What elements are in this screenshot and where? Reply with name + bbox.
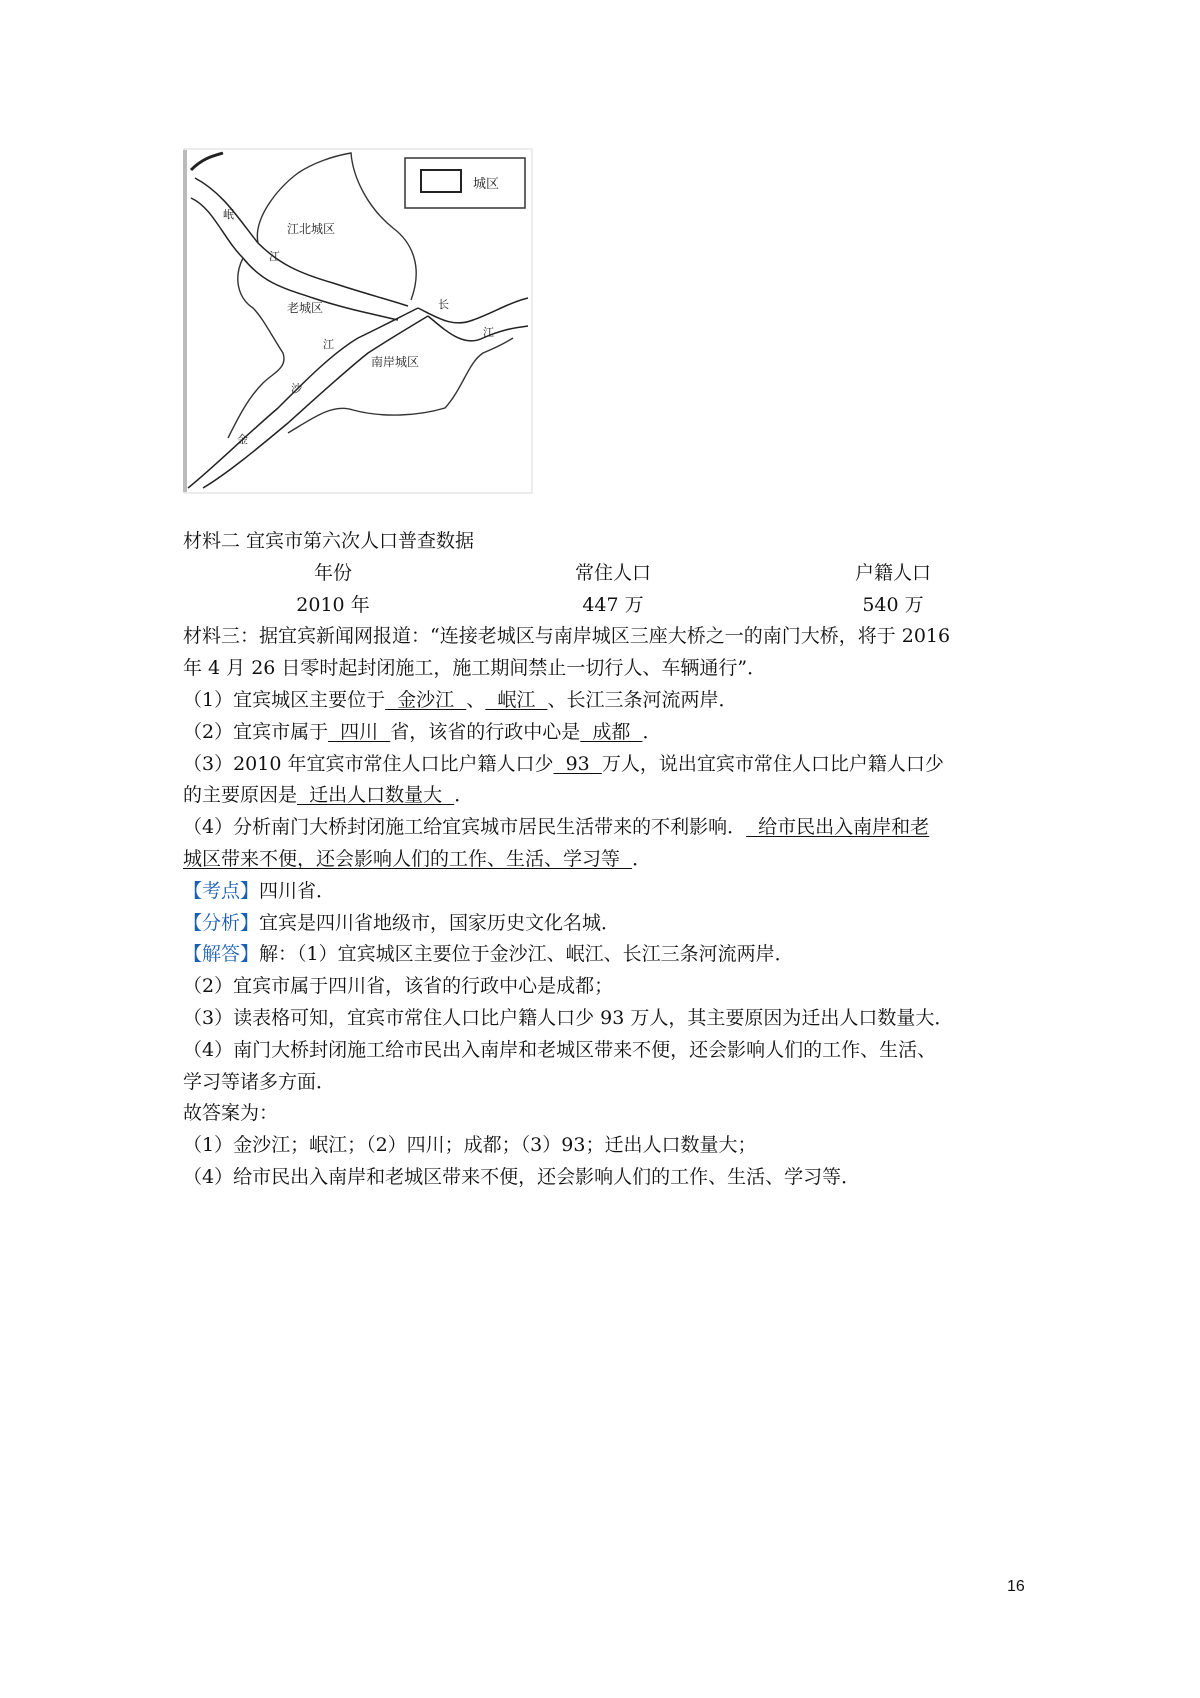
map-label-jiangbei: 江北城区: [287, 222, 336, 236]
kaodian-text: 四川省．: [259, 879, 336, 902]
q1-sep: 、: [466, 688, 486, 711]
question-4-line2: [183, 844, 1023, 876]
q2-text: （2）宜宾市属于: [183, 720, 329, 743]
yibin-city-map: [183, 148, 533, 494]
map-label-nanan: 南岸城区: [371, 355, 420, 369]
question-3: [183, 749, 1023, 781]
fenxi-tag: 【分析】: [183, 911, 260, 934]
q4-text: （4）分析南门大桥封闭施工给宜宾城市居民生活带来的不利影响．: [183, 816, 747, 839]
map-label-min-2: 江: [269, 250, 280, 263]
material2-title: 材料二 宜宾市第六次人口普查数据: [183, 530, 475, 552]
map-label-min-1: 岷: [223, 208, 234, 221]
q1-answer-2: 岷江: [485, 688, 548, 711]
jieda-line8: （4）给市民出入南岸和老城区带来不便，还会影响人们的工作、生活、学习等．: [183, 1165, 861, 1188]
jieda-line1: 解：（1）宜宾城区主要位于金沙江、岷江、长江三条河流两岸．: [259, 943, 794, 966]
cell-resident: 447 万: [582, 593, 644, 616]
question-2: [183, 717, 1023, 749]
page-number: 16: [1007, 1578, 1025, 1595]
q3-mid: 万人，说出宜宾市常住人口比户籍人口少: [601, 752, 944, 775]
census-table-row: [183, 590, 1023, 622]
document-text: [183, 526, 1023, 1194]
jieda-line6: 故答案为：: [183, 1102, 279, 1125]
q3-tail: ．: [454, 784, 474, 807]
legend-label: 城区: [473, 177, 500, 192]
jieda-line5: 学习等诸多方面．: [183, 1070, 336, 1093]
header-registered: 户籍人口: [854, 561, 931, 584]
q1-text: （1）宜宾城区主要位于: [183, 688, 386, 711]
header-resident: 常住人口: [574, 561, 651, 584]
q4-answer-part2: 城区带来不便，还会影响人们的工作、生活、学习等: [183, 847, 633, 870]
cell-registered: 540 万: [862, 593, 924, 616]
q3-answer-1: 93: [553, 752, 602, 775]
q3-line2-text: 的主要原因是: [183, 784, 298, 807]
jieda-line7: （1）金沙江；岷江；（2）四川；成都；（3）93；迁出人口数量大；: [183, 1134, 757, 1157]
jieda-line2: （2）宜宾市属于四川省，该省的行政中心是成都；: [183, 975, 614, 998]
map-label-laocheng: 老城区: [287, 301, 324, 315]
kaodian: [183, 876, 1023, 908]
kaodian-tag: 【考点】: [183, 879, 260, 902]
q2-answer-1: 四川: [328, 720, 391, 743]
q1-tail: 、长江三条河流两岸．: [547, 688, 738, 711]
fenxi: [183, 908, 1023, 940]
header-year: 年份: [313, 561, 352, 584]
map-label-jin-1: 江: [323, 338, 334, 351]
jieda-tag: 【解答】: [183, 943, 260, 966]
q3-answer-2: 迁出人口数量大: [297, 784, 455, 807]
map-label-jin-3: 金: [237, 433, 248, 446]
map-label-chang-1: 长: [438, 298, 449, 311]
question-4: [183, 812, 1023, 844]
q2-answer-2: 成都: [580, 720, 643, 743]
material3-line2: 年 4 月 26 日零时起封闭施工，施工期间禁止一切行人、车辆通行”．: [183, 657, 767, 680]
q3-text: （3）2010 年宜宾市常住人口比户籍人口少: [183, 752, 554, 775]
map-label-jin-2: 沙: [291, 382, 302, 395]
material3-line1: 材料三：据宜宾新闻网报道：“连接老城区与南岸城区三座大桥之一的南门大桥，将于 2016: [183, 625, 951, 648]
jieda: [183, 939, 1023, 971]
q4-tail: ．: [632, 847, 652, 870]
fenxi-text: 宜宾是四川省地级市，国家历史文化名城．: [259, 911, 621, 934]
census-table-header: [183, 558, 1023, 590]
cell-year: 2010 年: [296, 593, 370, 616]
jieda-line4: （4）南门大桥封闭施工给市民出入南岸和老城区带来不便，还会影响人们的工作、生活、: [183, 1038, 937, 1061]
question-1: [183, 685, 1023, 717]
q1-answer-1: 金沙江: [385, 688, 467, 711]
q4-answer-part1: 给市民出入南岸和老: [746, 816, 930, 839]
map-label-chang-2: 江: [483, 326, 494, 339]
q2-mid: 省，该省的行政中心是: [390, 720, 581, 743]
q2-tail: ．: [642, 720, 662, 743]
question-3-line2: [183, 780, 1023, 812]
jieda-line3: （3）读表格可知，宜宾市常住人口比户籍人口少 93 万人，其主要原因为迁出人口数量大．: [183, 1006, 954, 1029]
